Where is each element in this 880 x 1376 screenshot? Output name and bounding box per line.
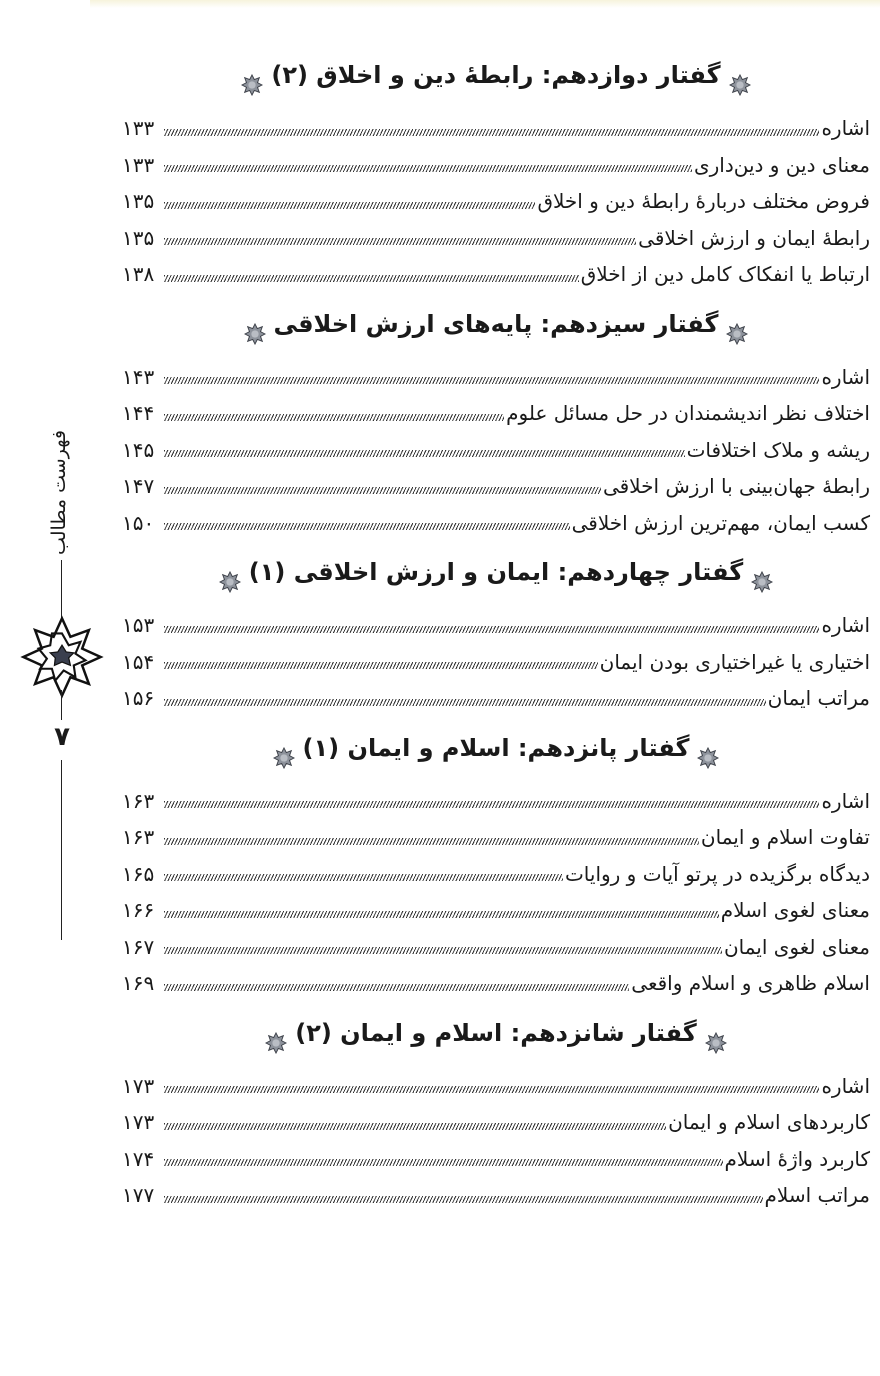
section-heading-text: گفتار سیزدهم: پایه‌های ارزش اخلاقی (273, 309, 719, 338)
toc-entry[interactable] (122, 432, 870, 469)
toc-entry-page: ۱۶۹ (122, 971, 155, 995)
toc-entry[interactable] (122, 395, 870, 432)
star-ornament-icon (219, 562, 241, 584)
toc-entry-page: ۱۷۳ (122, 1073, 155, 1098)
toc-entry[interactable] (122, 1068, 870, 1105)
toc-entry-title: رابطهٔ جهان‌بینی با ارزش اخلاقی (602, 474, 870, 498)
page-number: ۷ (54, 722, 70, 752)
toc-entry-title: تفاوت اسلام و ایمان (700, 825, 870, 849)
dot-leader (164, 202, 535, 209)
toc-entry-page: ۱۴۷ (122, 474, 155, 498)
star-ornament-icon (273, 738, 295, 760)
section-spacer (122, 1002, 870, 1010)
running-header: فهرست مطالب (48, 430, 70, 555)
toc-entry-title: مراتب ایمان (767, 686, 870, 710)
eight-point-star-icon (20, 615, 104, 699)
section-spacer (122, 293, 870, 301)
section-heading-text: گفتار دوازدهم: رابطهٔ دین و اخلاق (۲) (271, 61, 721, 89)
toc-entry[interactable] (122, 359, 870, 396)
toc-entry-title: اشاره (821, 116, 870, 140)
dot-leader (164, 1159, 723, 1166)
dot-leader (164, 874, 563, 881)
dot-leader (164, 984, 629, 991)
star-ornament-icon (241, 65, 263, 87)
toc-entry-page: ۱۶۳ (122, 788, 155, 813)
toc-entry[interactable] (122, 1177, 870, 1214)
toc-entry-title: اختلاف نظر اندیشمندان در حل مسائل علوم (506, 401, 870, 425)
table-of-contents (122, 52, 870, 1222)
page-edge-tint (90, 0, 880, 8)
dot-leader (164, 165, 692, 172)
toc-entry-page: ۱۵۴ (122, 649, 155, 674)
toc-entry-page: ۱۵۰ (122, 510, 155, 535)
toc-entry-page: ۱۷۷ (122, 1183, 155, 1207)
toc-entry-page: ۱۳۳ (122, 152, 155, 177)
star-ornament-icon (705, 1023, 727, 1045)
toc-entry-title: اختیاری یا غیراختیاری بودن ایمان (599, 649, 870, 674)
toc-entry-page: ۱۶۷ (122, 934, 155, 959)
dot-leader (164, 699, 766, 706)
toc-entry-page: ۱۴۵ (122, 437, 155, 462)
section-spacer (122, 717, 870, 725)
toc-entry[interactable] (122, 468, 870, 505)
dot-leader (164, 911, 719, 918)
toc-entry-page: ۱۳۸ (122, 262, 155, 286)
margin-rule (61, 760, 62, 940)
toc-entry[interactable] (122, 505, 870, 542)
section-heading (122, 725, 870, 771)
dot-leader (164, 626, 819, 633)
dot-leader (164, 523, 570, 530)
dot-leader (164, 450, 685, 457)
toc-entry[interactable] (122, 965, 870, 1002)
toc-entry[interactable] (122, 856, 870, 893)
dot-leader (164, 414, 504, 421)
toc-entry-page: ۱۳۵ (122, 225, 155, 250)
dot-leader (164, 487, 601, 494)
toc-entry[interactable] (122, 183, 870, 220)
dot-leader (164, 662, 598, 669)
section-heading-text: گفتار شانزدهم: اسلام و ایمان (۲) (295, 1018, 697, 1047)
dot-leader (164, 129, 819, 136)
toc-entry-title: اشاره (821, 364, 870, 389)
star-ornament-icon (726, 314, 748, 336)
toc-entry[interactable] (122, 892, 870, 929)
dot-leader (164, 275, 579, 282)
toc-entry-page: ۱۷۳ (122, 1110, 155, 1134)
toc-entry-title: کاربرد واژهٔ اسلام (724, 1146, 870, 1171)
toc-entry[interactable] (122, 256, 870, 293)
section-heading (122, 52, 870, 98)
toc-entry-page: ۱۴۴ (122, 401, 155, 425)
toc-entry-page: ۱۵۳ (122, 613, 155, 637)
toc-entry[interactable] (122, 110, 870, 147)
section-heading-text: گفتار چهاردهم: ایمان و ارزش اخلاقی (۱) (248, 558, 744, 586)
dot-leader (164, 377, 819, 384)
toc-entry-title: کاربردهای اسلام و ایمان (668, 1110, 870, 1134)
toc-entry[interactable] (122, 1141, 870, 1178)
toc-entry[interactable] (122, 680, 870, 717)
toc-entry-title: ریشه و ملاک اختلافات (686, 437, 870, 462)
dot-leader (164, 1123, 666, 1130)
section-spacer (122, 541, 870, 549)
toc-entry[interactable] (122, 147, 870, 184)
toc-entry[interactable] (122, 819, 870, 856)
toc-entry-page: ۱۶۶ (122, 898, 155, 922)
toc-entry-page: ۱۶۵ (122, 861, 155, 886)
dot-leader (164, 1086, 819, 1093)
margin-rule (61, 690, 62, 720)
toc-entry-page: ۱۳۳ (122, 116, 155, 140)
dot-leader (164, 838, 699, 845)
star-ornament-icon (265, 1023, 287, 1045)
star-ornament-icon (244, 314, 266, 336)
toc-entry-title: کسب ایمان، مهم‌ترین ارزش اخلاقی (571, 510, 870, 535)
toc-entry-title: معنای دین و دین‌داری (693, 152, 870, 177)
toc-entry-page: ۱۵۶ (122, 686, 155, 710)
section-heading (122, 301, 870, 347)
section-heading (122, 1010, 870, 1056)
section-spacer (122, 1214, 870, 1222)
star-ornament-icon (697, 738, 719, 760)
dot-leader (164, 947, 722, 954)
section-heading-text: گفتار پانزدهم: اسلام و ایمان (۱) (302, 733, 690, 762)
toc-entry-title: اشاره (821, 613, 870, 637)
toc-entry[interactable] (122, 1104, 870, 1141)
toc-entry-title: معنای لغوی ایمان (723, 934, 870, 959)
toc-entry-title: معنای لغوی اسلام (720, 898, 870, 922)
toc-entry-title: دیدگاه برگزیده در پرتو آیات و روایات (564, 861, 870, 886)
toc-entry[interactable] (122, 929, 870, 966)
toc-entry-title: رابطهٔ ایمان و ارزش اخلاقی (638, 225, 870, 250)
toc-entry-title: فروض مختلف دربارهٔ رابطهٔ دین و اخلاق (537, 189, 870, 213)
dot-leader (164, 238, 636, 245)
star-ornament-icon (729, 65, 751, 87)
toc-entry-page: ۱۶۳ (122, 825, 155, 849)
side-margin (28, 420, 96, 920)
dot-leader (164, 801, 819, 808)
toc-entry-page: ۱۳۵ (122, 189, 155, 213)
toc-entry-title: ارتباط یا انفکاک کامل دین از اخلاق (580, 262, 870, 286)
toc-entry[interactable] (122, 783, 870, 820)
toc-entry-title: مراتب اسلام (764, 1183, 870, 1207)
toc-entry-title: اشاره (821, 1073, 870, 1098)
toc-entry[interactable] (122, 644, 870, 681)
toc-entry[interactable] (122, 220, 870, 257)
toc-entry-page: ۱۷۴ (122, 1146, 155, 1171)
toc-entry-page: ۱۴۳ (122, 364, 155, 389)
dot-leader (164, 1196, 763, 1203)
star-ornament-icon (751, 562, 773, 584)
section-heading (122, 549, 870, 595)
toc-entry[interactable] (122, 607, 870, 644)
toc-entry-title: اشاره (821, 788, 870, 813)
toc-entry-title: اسلام ظاهری و اسلام واقعی (631, 971, 870, 995)
